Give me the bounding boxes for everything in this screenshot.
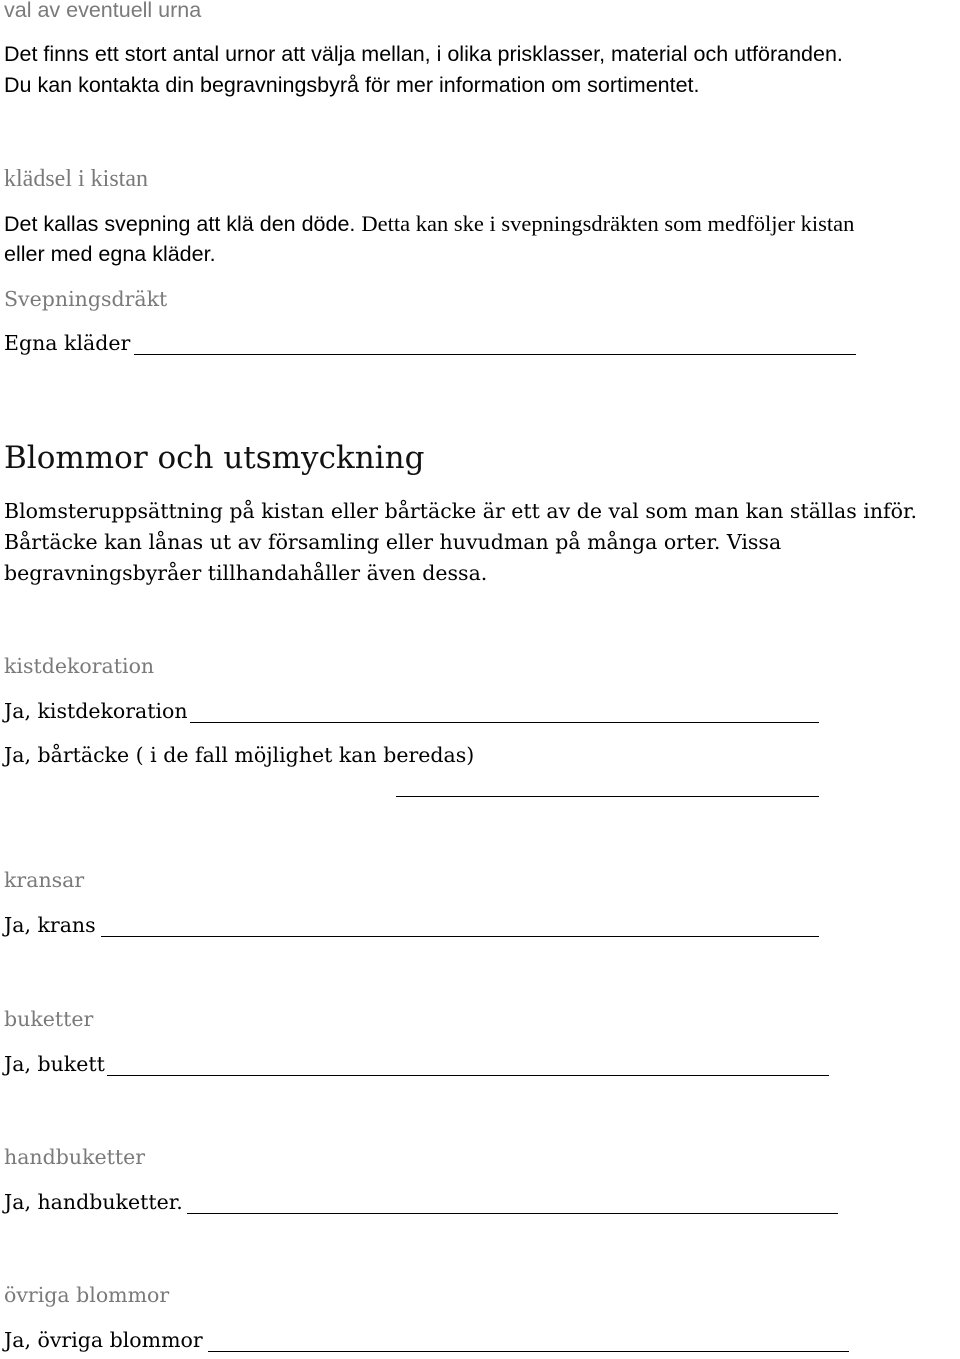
option-svepningsdrakt: Svepningsdräkt (4, 287, 168, 311)
option-ja-bartacke: Ja, bårtäcke ( i de fall möjlighet kan beredas) (4, 743, 475, 767)
fill-in-line-krans[interactable] (101, 936, 819, 937)
kladsel-paragraph-line-2: eller med egna kläder. (4, 242, 216, 266)
section-heading-kladsel: klädsel i kistan (4, 166, 148, 192)
fill-in-line-egna-klader[interactable] (134, 354, 856, 355)
option-ja-bukett: Ja, bukett (4, 1052, 105, 1076)
fill-in-line-kistdekoration[interactable] (190, 722, 819, 723)
blommor-paragraph-line-3: begravningsbyråer tillhandahåller även dessa. (4, 561, 488, 585)
blommor-paragraph-line-2: Bårtäcke kan lånas ut av församling eller huvudman på många orter. Vissa (4, 530, 782, 554)
fill-in-line-bartacke[interactable] (396, 796, 819, 797)
kladsel-paragraph-line-1 (4, 211, 854, 237)
option-egna-klader: Egna kläder (4, 331, 131, 355)
section-heading-ovriga-blommor: övriga blommor (4, 1283, 170, 1307)
option-ja-ovriga-blommor: Ja, övriga blommor (4, 1328, 203, 1352)
section-heading-buketter: buketter (4, 1007, 94, 1031)
urna-paragraph-line-1: Det finns ett stort antal urnor att välja mellan, i olika prisklasser, material och utföranden. (4, 42, 843, 66)
kladsel-paragraph-sans-part: Det kallas svepning att klä den döde. (4, 212, 362, 236)
section-heading-handbuketter: handbuketter (4, 1145, 146, 1169)
fill-in-line-ovriga-blommor[interactable] (208, 1351, 849, 1352)
blommor-paragraph-line-1: Blomsteruppsättning på kistan eller bårtäcke är ett av de val som man kan ställas inför. (4, 499, 918, 523)
section-heading-kistdekoration: kistdekoration (4, 654, 155, 678)
option-ja-krans: Ja, krans (4, 913, 96, 937)
page-title: Blommor och utsmyckning (4, 440, 425, 476)
fill-in-line-handbuketter[interactable] (187, 1213, 838, 1214)
section-heading-kransar: kransar (4, 868, 85, 892)
option-ja-kistdekoration: Ja, kistdekoration (4, 699, 188, 723)
kladsel-paragraph-serif-part: Detta kan ske i svepningsdräkten som medföljer kistan (361, 211, 855, 236)
section-heading-urna: val av eventuell urna (4, 0, 202, 22)
fill-in-line-bukett[interactable] (107, 1075, 829, 1076)
urna-paragraph-line-2: Du kan kontakta din begravningsbyrå för mer information om sortimentet. (4, 73, 700, 97)
option-ja-handbuketter: Ja, handbuketter. (4, 1190, 183, 1214)
